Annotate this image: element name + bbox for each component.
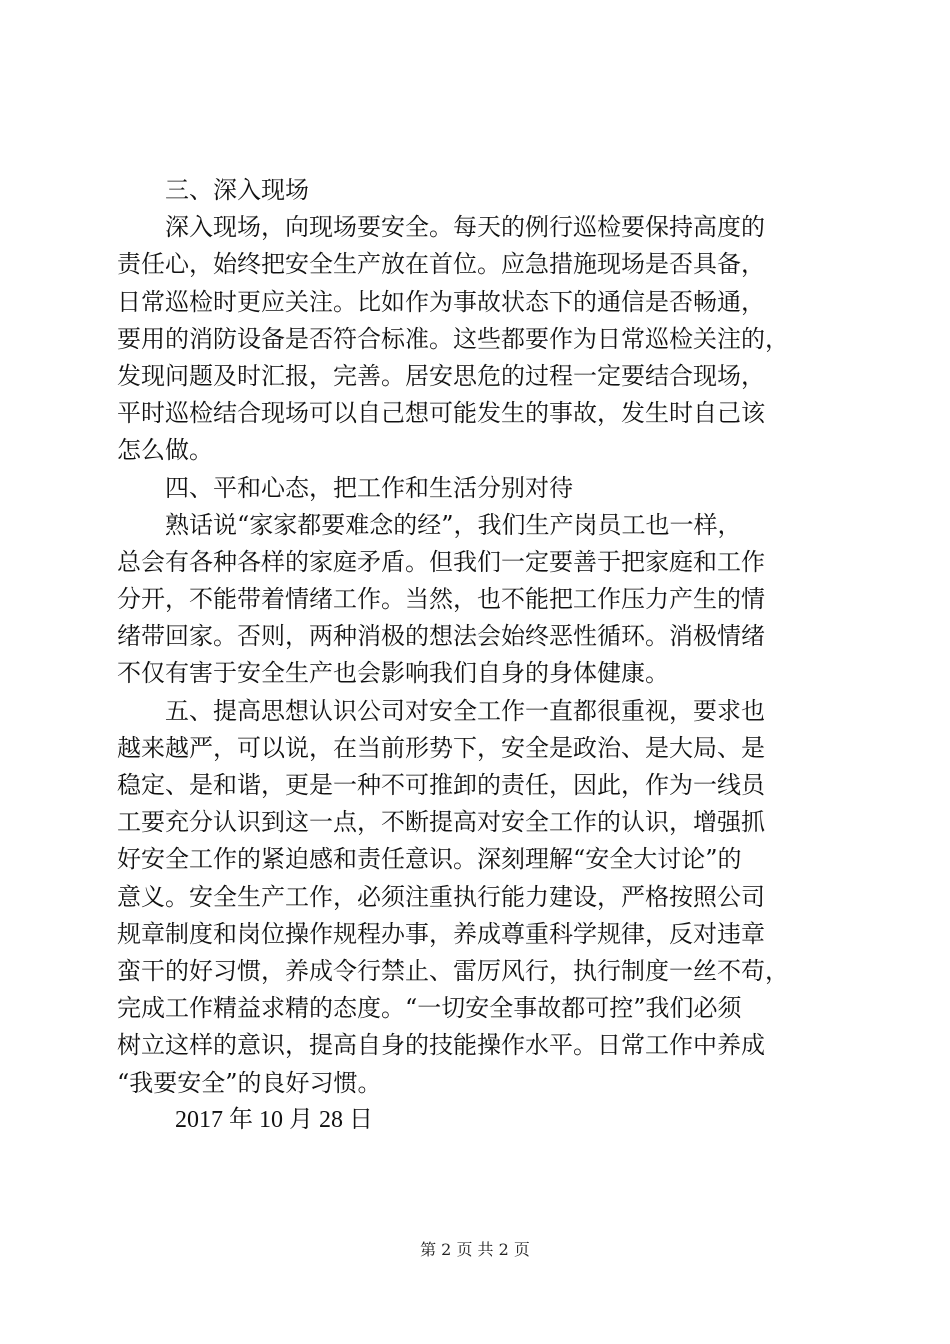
paragraph-line: 发现问题及时汇报，完善。居安思危的过程一定要结合现场，	[117, 361, 765, 390]
document-date: 2017 年 10 月 28 日	[175, 1106, 373, 1133]
page-footer	[0, 1240, 950, 1260]
paragraph-line: “我要安全”的良好习惯。	[117, 1068, 382, 1097]
paragraph-line: 好安全工作的紧迫感和责任意识。深刻理解“安全大讨论”的	[117, 845, 742, 874]
paragraph-line: 不仅有害于安全生产也会影响我们自身的身体健康。	[117, 659, 669, 688]
page-number-label: 第 2 页 共 2 页	[420, 1240, 530, 1259]
paragraph-line: 分开，不能带着情绪工作。当然，也不能把工作压力产生的情	[117, 585, 765, 614]
document-body	[117, 172, 832, 1139]
paragraph-line: 规章制度和岗位操作规程办事，养成尊重科学规律，反对违章	[117, 919, 765, 948]
paragraph-line: 工要充分认识到这一点，不断提高对安全工作的认识，增强抓	[117, 808, 765, 837]
paragraph-line: 平时巡检结合现场可以自己想可能发生的事故，发生时自己该	[117, 399, 765, 428]
paragraph-line: 怎么做。	[117, 436, 213, 465]
paragraph-line: 绪带回家。否则，两种消极的想法会始终恶性循环。消极情绪	[117, 622, 765, 651]
paragraph-line: 稳定、是和谐，更是一种不可推卸的责任，因此，作为一线员	[117, 771, 765, 799]
paragraph-line: 日常巡检时更应关注。比如作为事故状态下的通信是否畅通，	[117, 287, 765, 316]
paragraph-line: 意义。安全生产工作，必须注重执行能力建设，严格按照公司	[117, 882, 765, 911]
section-heading: 五、提高思想认识公司对安全工作一直都很重视，要求也	[165, 696, 765, 725]
paragraph-line: 越来越严，可以说，在当前形势下，安全是政治、是大局、是	[117, 733, 765, 762]
paragraph-line: 要用的消防设备是否符合标准。这些都要作为日常巡检关注的，	[117, 324, 789, 353]
paragraph-line: 树立这样的意识，提高自身的技能操作水平。日常工作中养成	[117, 1031, 765, 1060]
paragraph-line: 完成工作精益求精的态度。“一切安全事故都可控”我们必须	[117, 994, 742, 1023]
paragraph-line: 总会有各种各样的家庭矛盾。但我们一定要善于把家庭和工作	[117, 547, 765, 576]
section-heading: 四、平和心态，把工作和生活分别对待	[165, 473, 573, 502]
paragraph-line: 熟话说“家家都要难念的经”，我们生产岗员工也一样，	[165, 510, 742, 539]
section-heading: 三、深入现场	[165, 176, 309, 204]
paragraph-line: 责任心，始终把安全生产放在首位。应急措施现场是否具备，	[117, 250, 765, 279]
paragraph-line: 深入现场，向现场要安全。每天的例行巡检要保持高度的	[165, 213, 765, 242]
paragraph-line: 蛮干的好习惯，养成令行禁止、雷厉风行，执行制度一丝不苟，	[117, 956, 789, 985]
